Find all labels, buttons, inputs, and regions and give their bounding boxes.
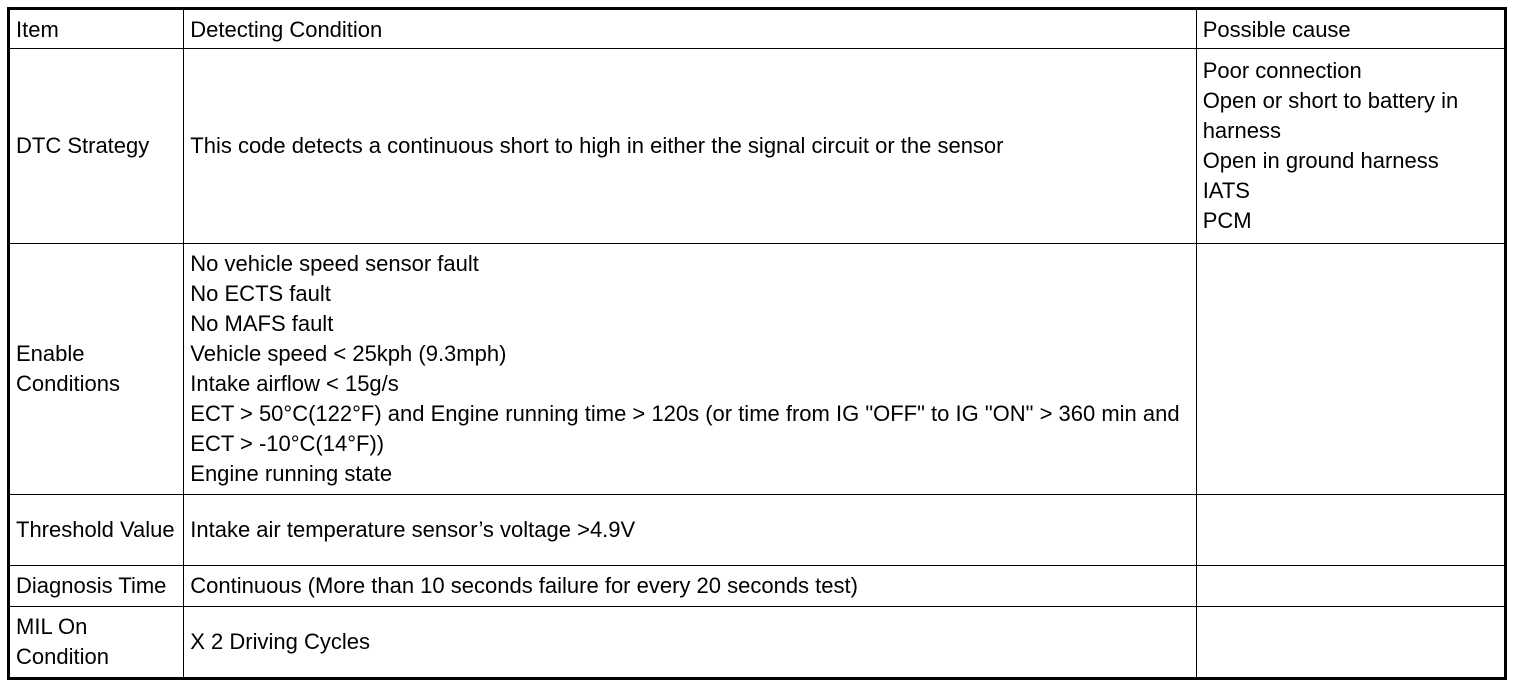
header-item: Item [9, 9, 184, 49]
table-row-threshold-value [9, 495, 1506, 566]
cause-item: Poor connection [1202, 58, 1362, 83]
cell-item-enable-conditions: Enable Conditions [9, 244, 184, 495]
cell-item-diagnosis-time: Diagnosis Time [9, 566, 184, 607]
header-possible-cause: Possible cause [1196, 9, 1505, 49]
condition-item: No ECTS fault [190, 281, 331, 306]
cell-cause-dtc-strategy [1196, 49, 1505, 244]
table-row-diagnosis-time [9, 566, 1506, 607]
cell-cause-threshold-value [1196, 495, 1505, 566]
condition-item: ECT > 50°C(122°F) and Engine running time > 120s (or time from IG "OFF" to IG "ON" > 360 min and ECT > -10°C(14°F)) [190, 401, 1180, 456]
cell-condition-mil-on-condition: X 2 Driving Cycles [184, 607, 1196, 679]
cause-item: Open or short to battery in harness [1202, 88, 1459, 143]
condition-item: Engine running state [190, 461, 393, 486]
cell-condition-diagnosis-time: Continuous (More than 10 seconds failure for every 20 seconds test) [184, 566, 1196, 607]
cell-condition-enable-conditions [184, 244, 1196, 495]
cause-item: PCM [1202, 208, 1252, 233]
table-row-mil-on-condition [9, 607, 1506, 679]
cell-cause-diagnosis-time [1196, 566, 1505, 607]
cause-item: Open in ground harness [1202, 148, 1439, 173]
cell-item-mil-on-condition: MIL On Condition [9, 607, 184, 679]
condition-item: No MAFS fault [190, 311, 334, 336]
cell-item-dtc-strategy: DTC Strategy [9, 49, 184, 244]
cell-cause-enable-conditions [1196, 244, 1505, 495]
cell-condition-dtc-strategy: This code detects a continuous short to high in either the signal circuit or the sensor [184, 49, 1196, 244]
cell-cause-mil-on-condition [1196, 607, 1505, 679]
cell-condition-threshold-value: Intake air temperature sensor’s voltage >4.9V [184, 495, 1196, 566]
dtc-table [7, 7, 1507, 680]
header-row [9, 9, 1506, 49]
condition-item: Vehicle speed < 25kph (9.3mph) [190, 341, 507, 366]
cell-item-threshold-value: Threshold Value [9, 495, 184, 566]
dtc-table-container [7, 7, 1507, 680]
cause-item: IATS [1202, 178, 1250, 203]
table-row-dtc-strategy [9, 49, 1506, 244]
condition-item: No vehicle speed sensor fault [190, 251, 479, 276]
header-detecting-condition: Detecting Condition [184, 9, 1196, 49]
condition-item: Intake airflow < 15g/s [190, 371, 399, 396]
table-row-enable-conditions [9, 244, 1506, 495]
